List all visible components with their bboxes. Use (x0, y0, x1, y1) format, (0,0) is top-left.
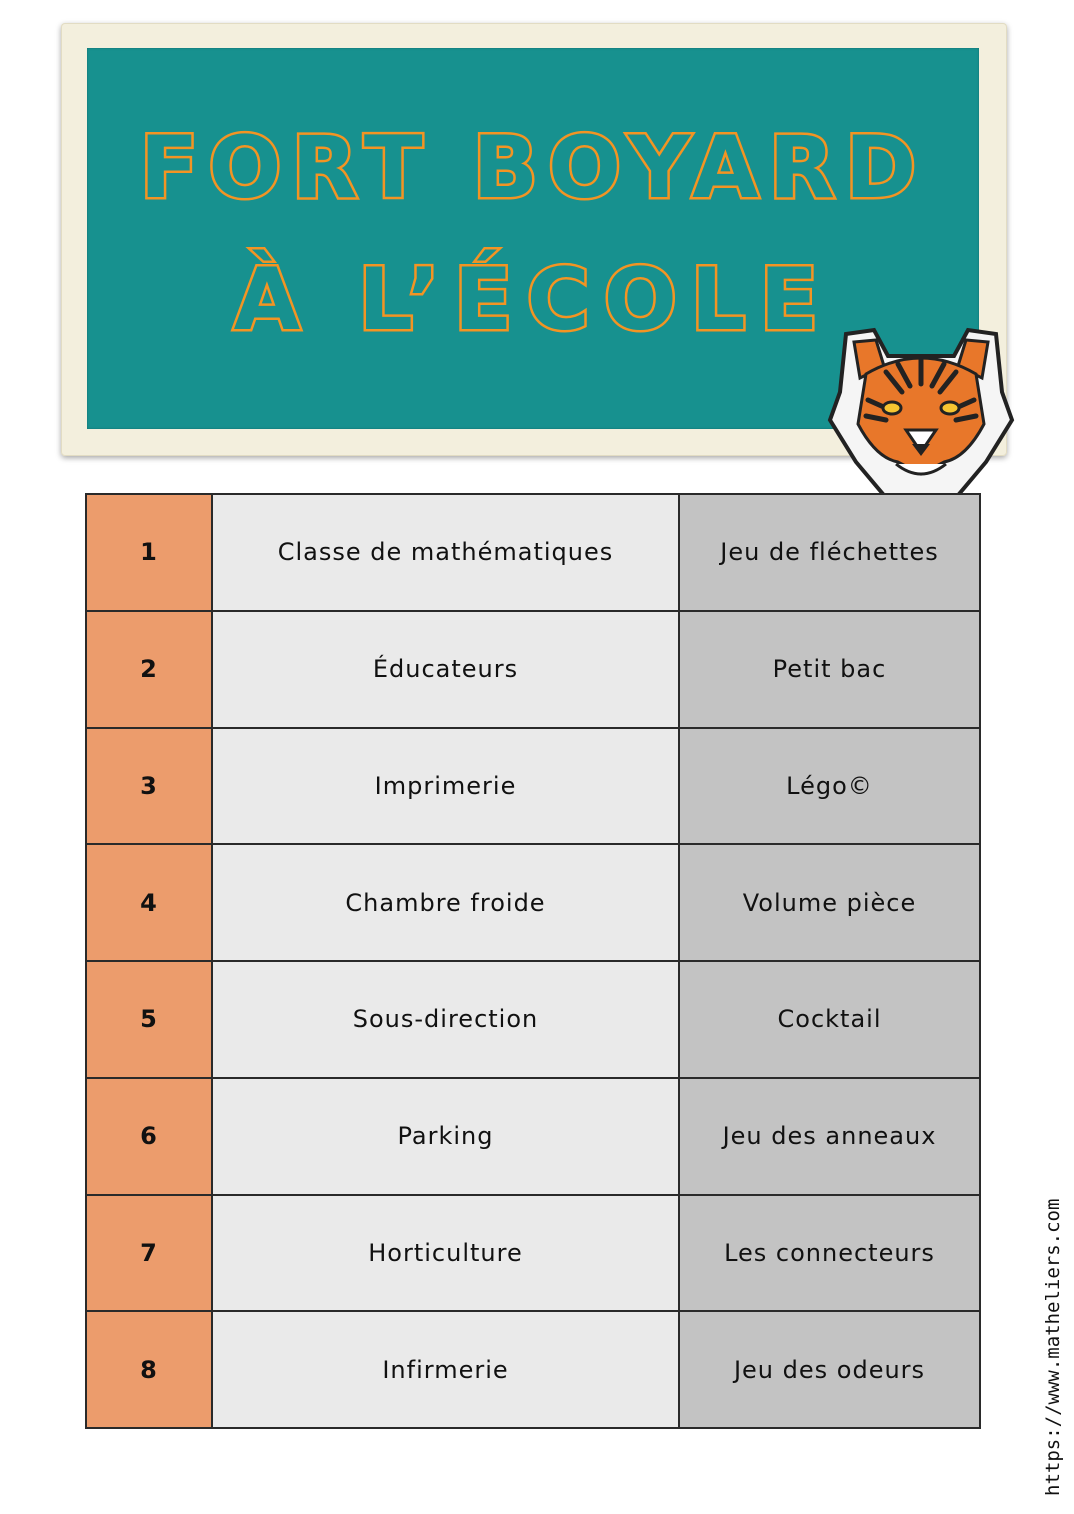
table-row (86, 1078, 980, 1195)
game-cell: Cocktail (679, 961, 980, 1078)
table-row (86, 494, 980, 611)
row-number: 5 (86, 961, 212, 1078)
table-row (86, 1195, 980, 1312)
game-cell: Les connecteurs (679, 1195, 980, 1312)
row-number: 1 (86, 494, 212, 611)
place-cell: Infirmerie (212, 1311, 679, 1428)
row-number: 6 (86, 1078, 212, 1195)
tiger-head-icon (826, 312, 1016, 508)
place-cell: Chambre froide (212, 844, 679, 961)
table-row (86, 1311, 980, 1428)
table-row (86, 844, 980, 961)
game-cell: Volume pièce (679, 844, 980, 961)
title-line-2: À L’ÉCOLE (233, 250, 833, 350)
game-cell: Jeu des anneaux (679, 1078, 980, 1195)
place-cell: Classe de mathématiques (212, 494, 679, 611)
title-line-1: FORT BOYARD (139, 118, 927, 218)
place-cell: Horticulture (212, 1195, 679, 1312)
game-cell: Petit bac (679, 611, 980, 728)
game-cell: Légo© (679, 728, 980, 845)
game-cell: Jeu de fléchettes (679, 494, 980, 611)
table-row (86, 961, 980, 1078)
row-number: 3 (86, 728, 212, 845)
place-cell: Imprimerie (212, 728, 679, 845)
row-number: 2 (86, 611, 212, 728)
row-number: 4 (86, 844, 212, 961)
place-cell: Sous-direction (212, 961, 679, 1078)
table-row (86, 728, 980, 845)
correspondence-table (85, 493, 981, 1429)
place-cell: Parking (212, 1078, 679, 1195)
site-url[interactable]: https://www.matheliers.com (1042, 1198, 1064, 1496)
row-number: 8 (86, 1311, 212, 1428)
table-row (86, 611, 980, 728)
row-number: 7 (86, 1195, 212, 1312)
place-cell: Éducateurs (212, 611, 679, 728)
game-cell: Jeu des odeurs (679, 1311, 980, 1428)
